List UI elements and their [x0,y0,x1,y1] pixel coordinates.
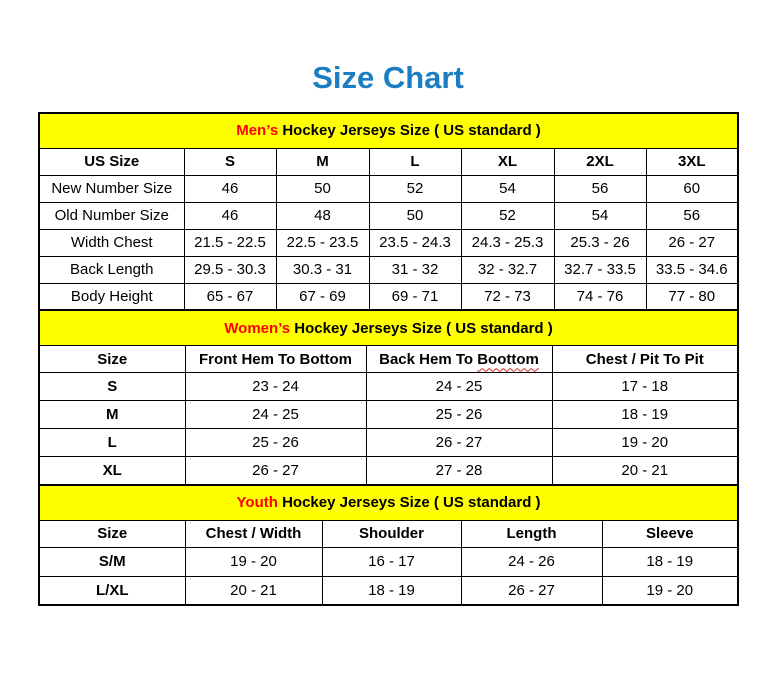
back-hem-misspelled-word: Boottom [477,350,539,368]
cell-value: 25.3 - 26 [554,229,646,256]
youth-size-table [38,484,739,607]
cell-value: 27 - 28 [366,457,552,485]
cell-value: 46 [184,175,276,202]
mens-size-table [38,112,739,312]
mens-header-us-size: US Size [39,148,184,175]
table-row [39,429,738,457]
row-label: L/XL [39,576,185,605]
mens-header-row [39,148,738,175]
table-row [39,283,738,310]
womens-header-back-hem [366,346,552,373]
cell-value: 19 - 20 [185,547,322,576]
cell-value: 24.3 - 25.3 [461,229,554,256]
mens-header-3xl: 3XL [646,148,738,175]
womens-header-chest: Chest / Pit To Pit [552,346,738,373]
cell-value: 20 - 21 [185,576,322,605]
cell-value: 17 - 18 [552,373,738,401]
row-label: L [39,429,185,457]
mens-header-m: M [276,148,369,175]
cell-value: 24 - 26 [461,547,602,576]
row-label: Width Chest [39,229,184,256]
youth-section-band-row [39,485,738,521]
mens-header-s: S [184,148,276,175]
back-hem-prefix: Back Hem To [379,350,474,368]
youth-band-text: Hockey Jerseys Size ( US standard ) [277,494,541,512]
cell-value: 72 - 73 [461,283,554,310]
cell-value: 56 [554,175,646,202]
table-row [39,547,738,576]
cell-value: 54 [554,202,646,229]
table-row [39,576,738,605]
cell-value: 25 - 26 [185,429,366,457]
cell-value: 26 - 27 [366,429,552,457]
cell-value: 54 [461,175,554,202]
cell-value: 20 - 21 [552,457,738,485]
page-title: Size Chart [312,60,464,95]
youth-header-sleeve: Sleeve [602,520,738,547]
cell-value: 56 [646,202,738,229]
cell-value: 18 - 19 [602,547,738,576]
row-label: New Number Size [39,175,184,202]
row-label: S/M [39,547,185,576]
cell-value: 77 - 80 [646,283,738,310]
youth-band-highlight: Youth [236,494,278,512]
mens-header-xl: XL [461,148,554,175]
cell-value: 52 [369,175,461,202]
row-label: M [39,401,185,429]
cell-value: 19 - 20 [552,429,738,457]
cell-value: 19 - 20 [602,576,738,605]
cell-value: 32.7 - 33.5 [554,256,646,283]
row-label: XL [39,457,185,485]
youth-header-size: Size [39,520,185,547]
womens-header-front-hem: Front Hem To Bottom [185,346,366,373]
cell-value: 33.5 - 34.6 [646,256,738,283]
cell-value: 30.3 - 31 [276,256,369,283]
womens-size-table [38,309,739,486]
mens-header-2xl: 2XL [554,148,646,175]
cell-value: 16 - 17 [322,547,461,576]
cell-value: 18 - 19 [552,401,738,429]
cell-value: 29.5 - 30.3 [184,256,276,283]
youth-header-row [39,520,738,547]
cell-value: 74 - 76 [554,283,646,310]
cell-value: 52 [461,202,554,229]
table-row [39,373,738,401]
cell-value: 32 - 32.7 [461,256,554,283]
youth-header-length: Length [461,520,602,547]
cell-value: 23.5 - 24.3 [369,229,461,256]
mens-section-band [39,113,738,149]
cell-value: 21.5 - 22.5 [184,229,276,256]
womens-header-row [39,346,738,373]
cell-value: 26 - 27 [461,576,602,605]
cell-value: 46 [184,202,276,229]
table-row [39,202,738,229]
cell-value: 26 - 27 [185,457,366,485]
row-label: S [39,373,185,401]
cell-value: 25 - 26 [366,401,552,429]
mens-section-band-row [39,113,738,149]
youth-header-shoulder: Shoulder [322,520,461,547]
womens-band-highlight: Women’s [224,319,291,337]
size-chart-area [38,112,737,607]
row-label: Old Number Size [39,202,184,229]
cell-value: 50 [369,202,461,229]
table-row [39,229,738,256]
youth-header-chest-width: Chest / Width [185,520,322,547]
womens-band-text: Hockey Jerseys Size ( US standard ) [290,319,553,337]
womens-section-band-row [39,310,738,346]
cell-value: 26 - 27 [646,229,738,256]
womens-header-size: Size [39,346,185,373]
cell-value: 50 [276,175,369,202]
youth-section-band [39,485,738,521]
cell-value: 18 - 19 [322,576,461,605]
mens-band-highlight: Men’s [236,122,279,140]
cell-value: 60 [646,175,738,202]
row-label: Body Height [39,283,184,310]
cell-value: 24 - 25 [366,373,552,401]
cell-value: 48 [276,202,369,229]
cell-value: 31 - 32 [369,256,461,283]
mens-band-text: Hockey Jerseys Size ( US standard ) [278,122,541,140]
table-row [39,175,738,202]
cell-value: 69 - 71 [369,283,461,310]
womens-section-band [39,310,738,346]
table-row [39,256,738,283]
cell-value: 67 - 69 [276,283,369,310]
cell-value: 24 - 25 [185,401,366,429]
row-label: Back Length [39,256,184,283]
cell-value: 22.5 - 23.5 [276,229,369,256]
cell-value: 23 - 24 [185,373,366,401]
table-row [39,457,738,485]
cell-value: 65 - 67 [184,283,276,310]
table-row [39,401,738,429]
mens-header-l: L [369,148,461,175]
